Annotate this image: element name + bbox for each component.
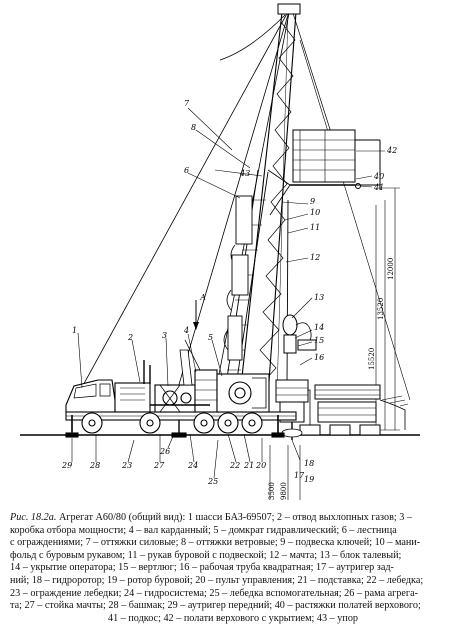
truck-chassis [66, 340, 296, 437]
caption-line-6: ний; 18 – гидроротор; 19 – ротор буровой; 20 – пульт управления; 21 – подставка; 22 – лебедка; [10, 574, 424, 586]
callout-21: 21 [244, 461, 255, 470]
callout-6: 6 [184, 166, 190, 175]
callout-22: 22 [230, 461, 241, 470]
caption-line-1 [10, 512, 456, 525]
caption-line-8: та; 27 – стойка мачты; 28 – башмак; 29 – аутригер передний; 40 – растяжки полатей верхового; [10, 600, 421, 612]
callout-24: 24 [188, 461, 199, 470]
callout-26: 26 [160, 447, 171, 456]
callout-42: 42 [387, 146, 398, 155]
callout-1: 1 [72, 326, 78, 335]
caption-line-7: 23 – ограждение лебедки; 24 – гидросистема; 25 – лебедка вспомогательная; 26 – рама агрега- [10, 587, 419, 599]
callout-18: 18 [304, 459, 315, 468]
caption-line-3: с ограждениями; 7 – оттяжки силовые; 8 – оттяжки ветровые; 9 – подвеска ключей; 10 – мани- [10, 537, 421, 549]
dimension-13520: 13520 [377, 297, 385, 320]
figure-caption [10, 512, 456, 636]
callout-13: 13 [314, 293, 325, 302]
guy-line [75, 8, 290, 400]
callout-28: 28 [90, 461, 101, 470]
callout-20: 20 [256, 461, 267, 470]
dimension-9800: 9800 [280, 482, 288, 500]
callout-4: 4 [184, 326, 190, 335]
callout-25: 25 [208, 477, 219, 486]
caption-line-5: 14 – укрытие оператора; 15 – вертлюг; 16 – рабочая труба квадратная; 17 – аутригер зад- [10, 562, 394, 574]
callout-19: 19 [304, 475, 315, 484]
callout-11: 11 [310, 223, 321, 232]
callout-29: 29 [62, 461, 73, 470]
pipe-rack [300, 385, 408, 435]
callout-27: 27 [154, 461, 165, 470]
callout-41: 41 [374, 183, 385, 192]
callout-14: 14 [314, 323, 325, 332]
callout-16: 16 [314, 353, 325, 362]
caption-line-2: коробка отбора мощности; 4 – вал карданный; 5 – домкрат гидравлический; 6 – лестница [10, 524, 397, 536]
dimension-12000: 12000 [387, 257, 395, 280]
view-arrow-head [193, 322, 199, 330]
callout-8: 8 [191, 123, 197, 132]
callout-2: 2 [128, 333, 134, 342]
dimension-15520: 15520 [368, 347, 376, 370]
caption-line-4: фольд с буровым рукавом; 11 – рукав буровой с подвеской; 12 – мачта; 13 – блок талевый; [10, 549, 402, 561]
guy-line [220, 15, 285, 60]
callout-43: 43 [240, 169, 251, 178]
callout-7: 7 [184, 99, 190, 108]
callout-9: 9 [310, 197, 316, 206]
arrow-label: А [200, 293, 207, 302]
dimension-3500: 3500 [268, 482, 276, 500]
caption-line-9: 41 – подкос; 42 – полати верхового с укрытием; 43 – упор [107, 612, 359, 624]
caption-label: Рис. 18.2а. [10, 512, 57, 523]
callout-12: 12 [310, 253, 321, 262]
callout-23: 23 [122, 461, 133, 470]
callout-5: 5 [208, 333, 214, 342]
callout-17: 17 [294, 471, 305, 480]
guy-line [292, 10, 335, 145]
crown-block [278, 4, 300, 14]
caption-text-1: Агрегат А60/80 (общий вид): 1 шасси БАЗ-69507; 2 – отвод выхлопных газов; 3 – [58, 512, 412, 523]
callout-15: 15 [314, 336, 325, 345]
callout-3: 3 [162, 331, 168, 340]
callout-10: 10 [310, 208, 321, 217]
callout-40: 40 [374, 172, 385, 181]
